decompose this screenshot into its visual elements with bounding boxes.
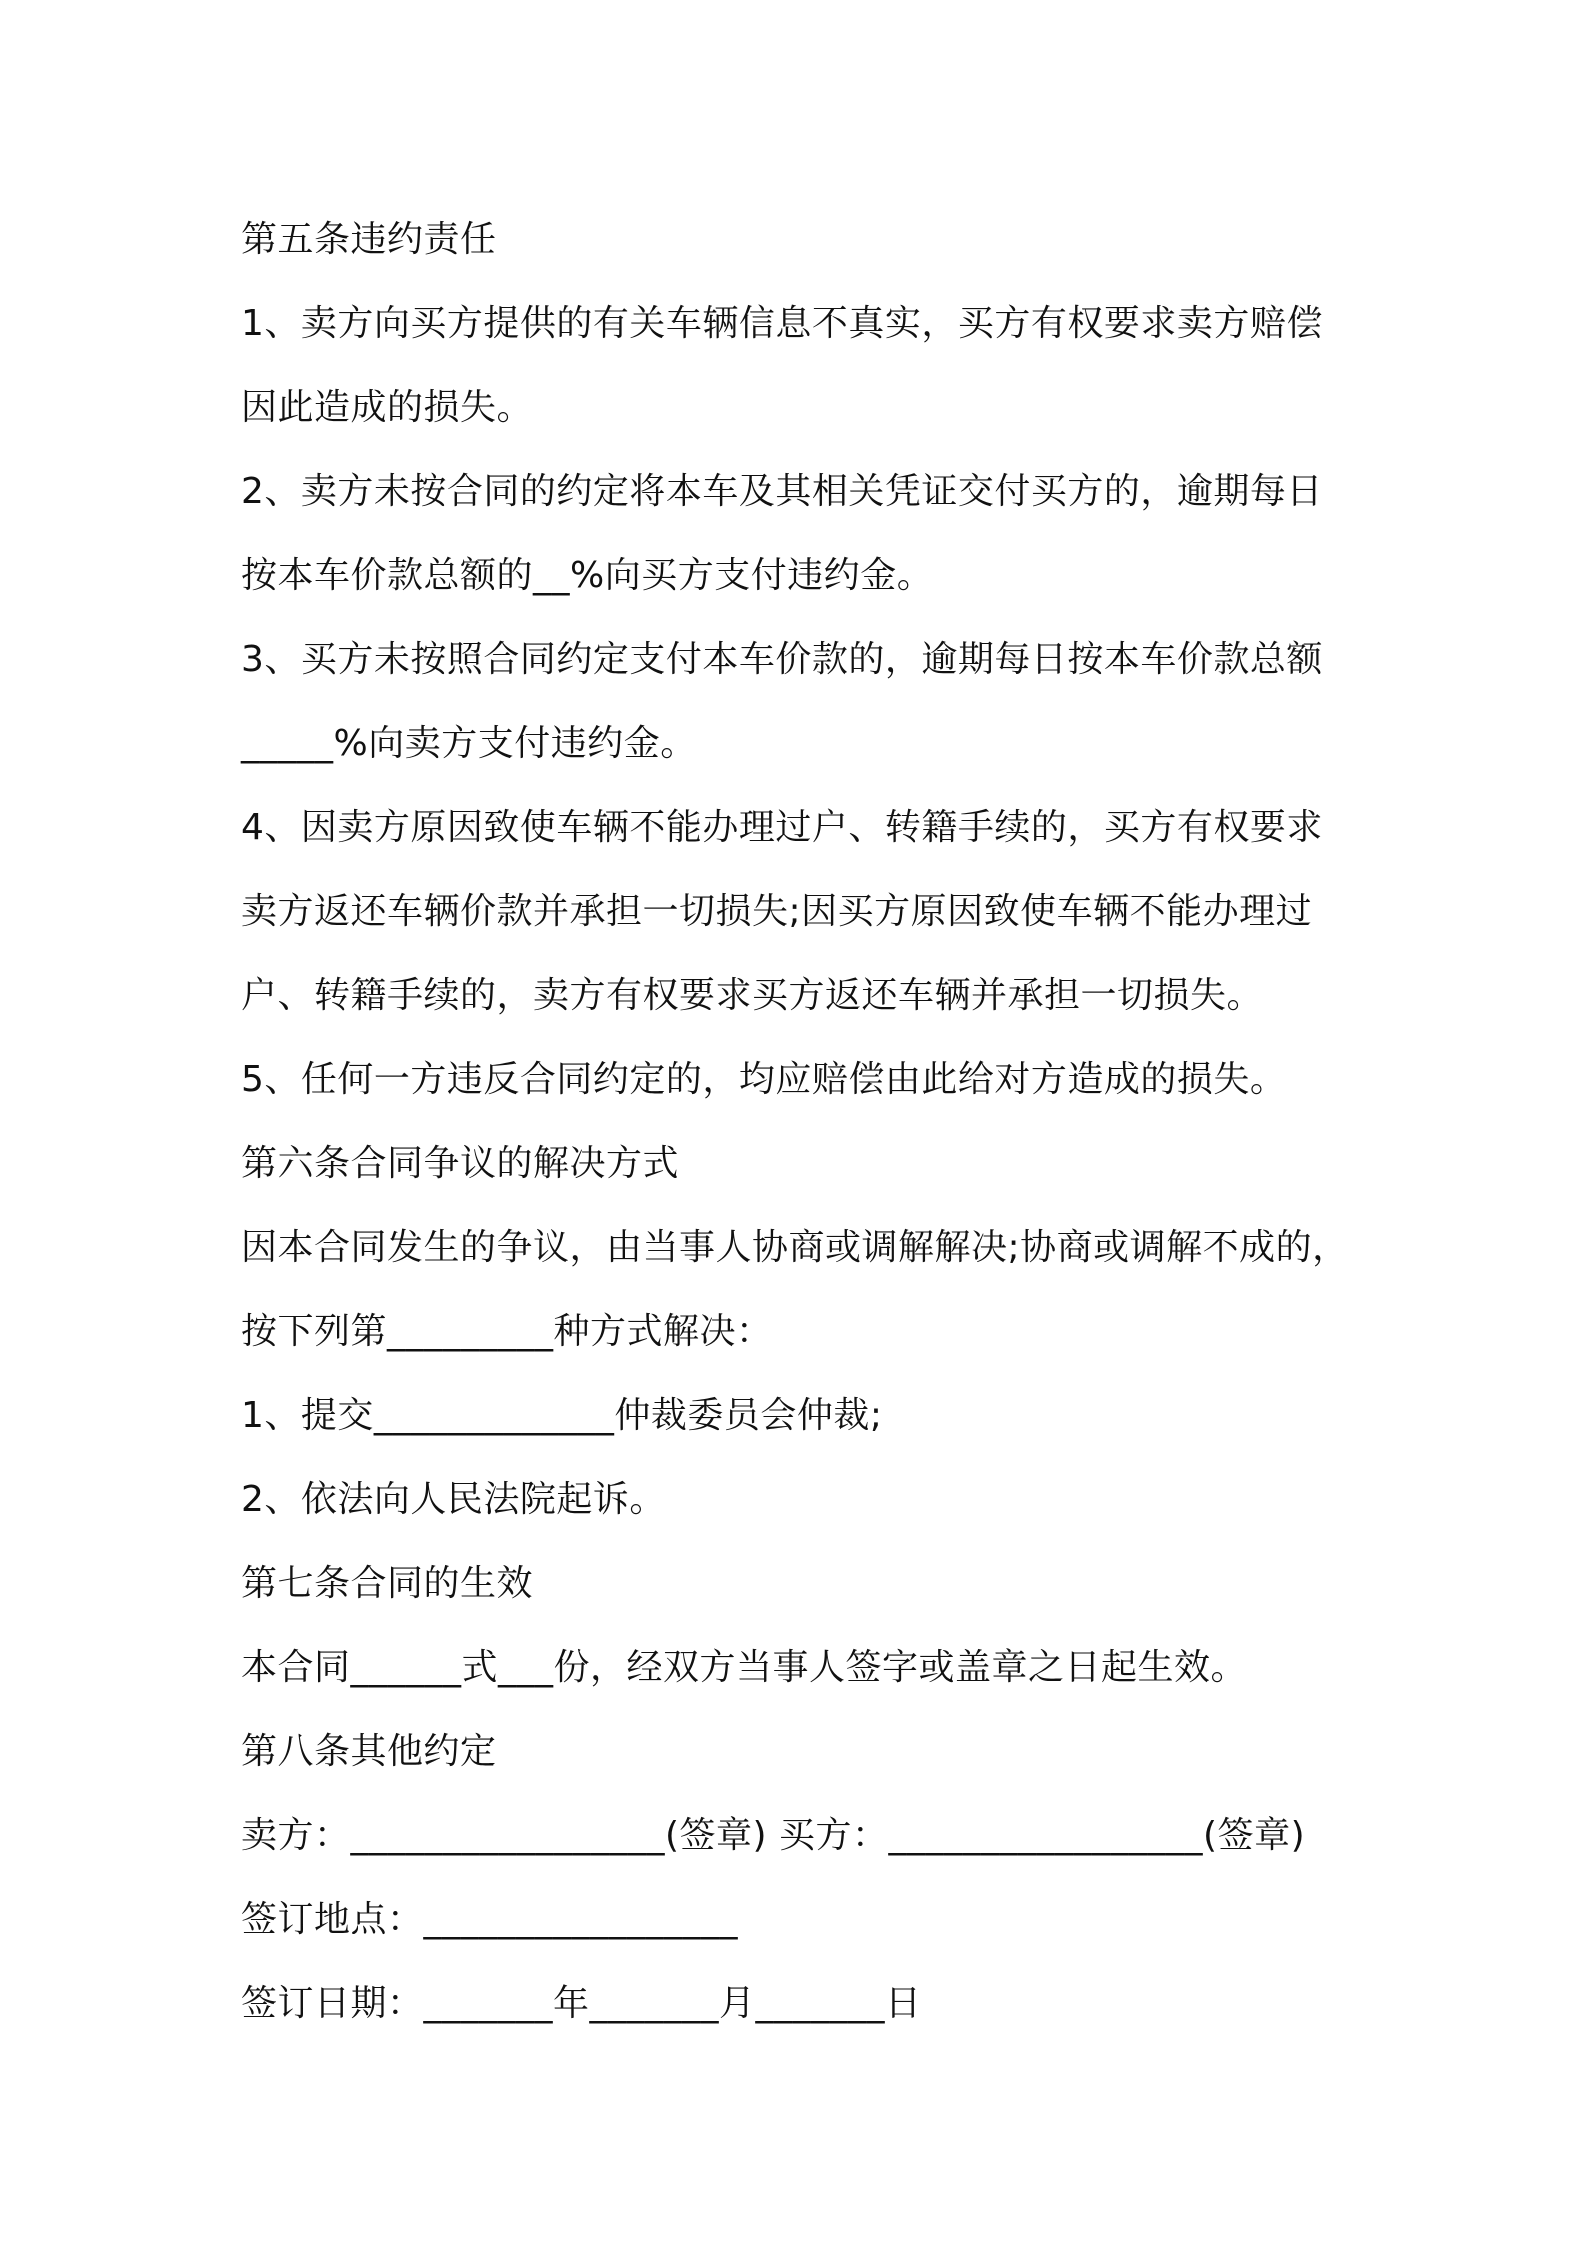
article-5-item-4-line-1: 4、因卖方原因致使车辆不能办理过户、转籍手续的，买方有权要求 [241, 807, 1323, 848]
article-5-item-4-line-2: 卖方返还车辆价款并承担一切损失;因买方原因致使车辆不能办理过 [241, 891, 1313, 932]
article-7-text: 本合同______式___份，经双方当事人签字或盖章之日起生效。 [241, 1647, 1248, 1688]
article-5-item-1-line-2: 因此造成的损失。 [241, 387, 534, 428]
article-6-text-line-2: 按下列第_________种方式解决： [241, 1311, 773, 1352]
article-5-item-2-line-1: 2、卖方未按合同的约定将本车及其相关凭证交付买方的，逾期每日 [241, 471, 1323, 512]
article-5-item-5: 5、任何一方违反合同约定的，均应赔偿由此给对方造成的损失。 [241, 1059, 1287, 1100]
article-5-item-3-line-2: _____%向卖方支付违约金。 [241, 723, 697, 764]
article-6-heading: 第六条合同争议的解决方式 [241, 1143, 680, 1184]
signing-date: 签订日期：_______年_______月_______日 [241, 1983, 922, 2024]
signature-line: 卖方：_________________(签章) 买方：_________________(签章) [241, 1815, 1306, 1856]
article-6-text-line-1: 因本合同发生的争议，由当事人协商或调解解决;协商或调解不成的， [241, 1227, 1349, 1268]
article-5-heading: 第五条违约责任 [241, 219, 497, 260]
article-8-heading: 第八条其他约定 [241, 1731, 497, 1772]
article-6-option-2: 2、依法向人民法院起诉。 [241, 1479, 666, 1520]
article-7-heading: 第七条合同的生效 [241, 1563, 534, 1604]
signing-place: 签订地点：_________________ [241, 1899, 739, 1940]
document-body [241, 198, 1371, 2046]
article-6-option-1: 1、提交_____________仲裁委员会仲裁; [241, 1395, 883, 1436]
article-5-item-3-line-1: 3、买方未按照合同约定支付本车价款的，逾期每日按本车价款总额 [241, 639, 1323, 680]
article-5-item-4-line-3: 户、转籍手续的，卖方有权要求买方返还车辆并承担一切损失。 [241, 975, 1264, 1016]
article-5-item-1-line-1: 1、卖方向买方提供的有关车辆信息不真实，买方有权要求卖方赔偿 [241, 303, 1323, 344]
article-5-item-2-line-2: 按本车价款总额的__%向买方支付违约金。 [241, 555, 934, 596]
